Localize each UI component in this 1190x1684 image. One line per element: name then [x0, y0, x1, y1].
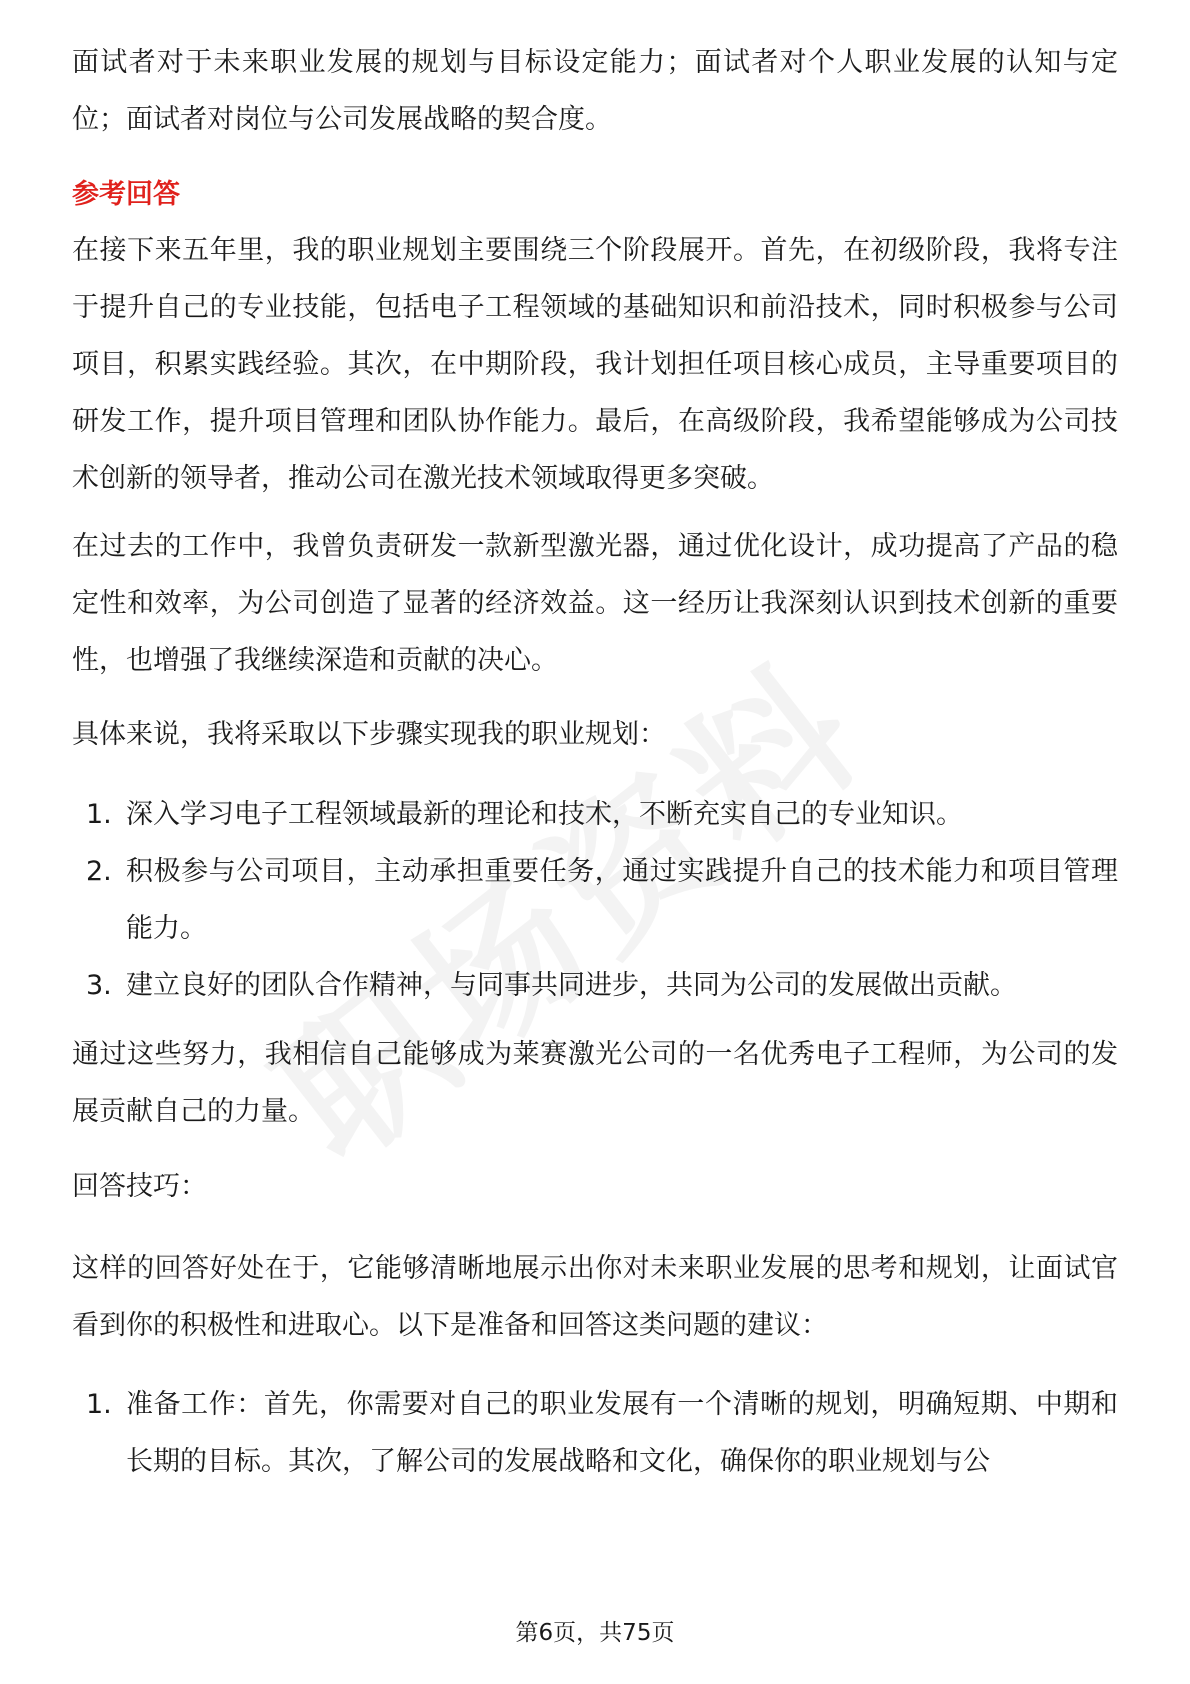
answer-paragraph-1: 在接下来五年里，我的职业规划主要围绕三个阶段展开。首先，在初级阶段，我将专注于提升自己的专业技能，包括电子工程领域的基础知识和前沿技术，同时积极参与公司项目，积累实践经验。其次，在中期阶段，我计划担任项目核心成员，主导重要项目的研发工作，提升项目管理和团队协作能力。最后，在高级阶段，我希望能够成为公司技术创新的领导者，推动公司在激光技术领域取得更多突破。: [72, 235, 1118, 494]
intro-paragraph: 面试者对于未来职业发展的规划与目标设定能力；面试者对个人职业发展的认知与定位；面试者对岗位与公司发展战略的契合度。: [72, 47, 1118, 135]
list-text: 准备工作：首先，你需要对自己的职业发展有一个清晰的规划，明确短期、中期和长期的目标。其次，了解公司的发展战略和文化，确保你的职业规划与公: [126, 1389, 1118, 1477]
list-text: 建立良好的团队合作精神，与同事共同进步，共同为公司的发展做出贡献。: [126, 970, 1017, 1001]
list-number: 1.: [86, 799, 112, 830]
section-heading: 参考回答: [72, 179, 180, 210]
page-footer: 第6页，共75页: [515, 1620, 675, 1646]
tips-label: 回答技巧：: [72, 1171, 207, 1202]
list-text: 积极参与公司项目，主动承担重要任务，通过实践提升自己的技术能力和项目管理能力。: [126, 856, 1118, 944]
steps-list: [72, 786, 1118, 1014]
list-number: 2.: [86, 856, 112, 887]
list-text: 深入学习电子工程领域最新的理论和技术，不断充实自己的专业知识。: [126, 799, 963, 830]
list-number: 1.: [86, 1389, 112, 1420]
list-item: [72, 786, 1118, 843]
answer-paragraph-2: 在过去的工作中，我曾负责研发一款新型激光器，通过优化设计，成功提高了产品的稳定性和效率，为公司创造了显著的经济效益。这一经历让我深刻认识到技术创新的重要性，也增强了我继续深造和贡献的决心。: [72, 531, 1118, 676]
answer-paragraph-4: 通过这些努力，我相信自己能够成为莱赛激光公司的一名优秀电子工程师，为公司的发展贡献自己的力量。: [72, 1039, 1118, 1127]
list-item: [72, 957, 1118, 1014]
answer-paragraph-3: 具体来说，我将采取以下步骤实现我的职业规划：: [72, 719, 666, 750]
list-item: [72, 1376, 1118, 1490]
tips-list: [72, 1376, 1118, 1490]
list-number: 3.: [86, 970, 112, 1001]
list-item: [72, 843, 1118, 957]
tips-paragraph: 这样的回答好处在于，它能够清晰地展示出你对未来职业发展的思考和规划，让面试官看到你的积极性和进取心。以下是准备和回答这类问题的建议：: [72, 1253, 1118, 1341]
